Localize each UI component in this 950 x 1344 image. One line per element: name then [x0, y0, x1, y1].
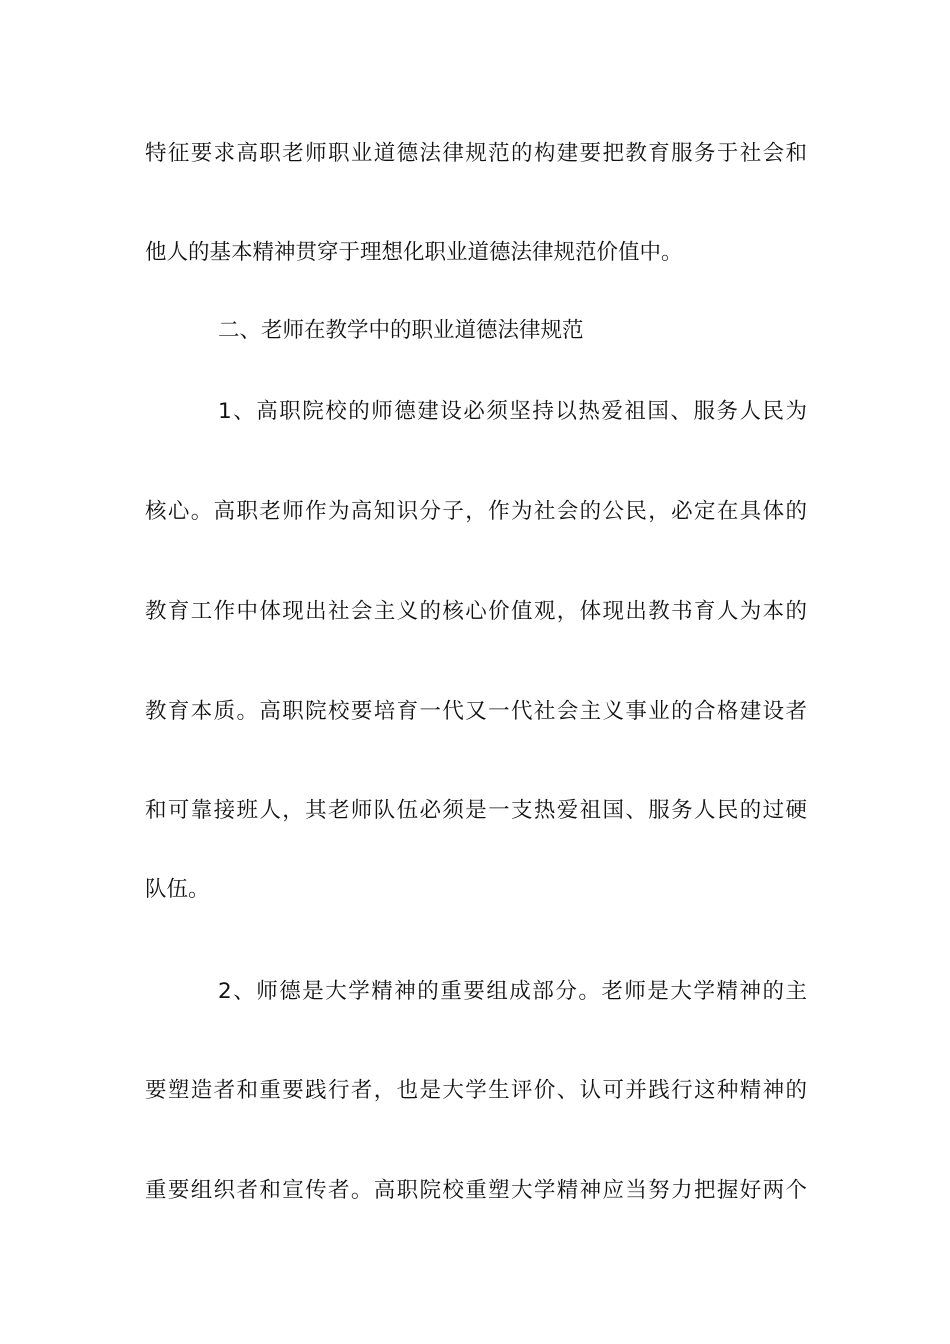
section-heading: 二、老师在教学中的职业道德法律规范 [218, 318, 584, 343]
paragraph-line: 队伍。 [145, 877, 210, 902]
paragraph-line: 2、师德是大学精神的重要组成部分。老师是大学精神的主 [218, 979, 807, 1004]
paragraph-line: 重要组织者和宣传者。高职院校重塑大学精神应当努力把握好两个 [145, 1178, 807, 1203]
paragraph-line: 核心。高职老师作为高知识分子，作为社会的公民，必定在具体的 [145, 499, 807, 524]
paragraph-line: 和可靠接班人，其老师队伍必须是一支热爱祖国、服务人民的过硬 [145, 798, 807, 823]
paragraph-line: 1、高职院校的师德建设必须坚持以热爱祖国、服务人民为 [218, 399, 807, 424]
paragraph-line: 他人的基本精神贯穿于理想化职业道德法律规范价值中。 [145, 240, 683, 265]
paragraph-line: 要塑造者和重要践行者，也是大学生评价、认可并践行这种精神的 [145, 1078, 807, 1103]
paragraph-line: 特征要求高职老师职业道德法律规范的构建要把教育服务于社会和 [145, 141, 807, 166]
paragraph-line: 教育工作中体现出社会主义的核心价值观，体现出教书育人为本的 [145, 599, 807, 624]
paragraph-line: 教育本质。高职院校要培育一代又一代社会主义事业的合格建设者 [145, 699, 807, 724]
